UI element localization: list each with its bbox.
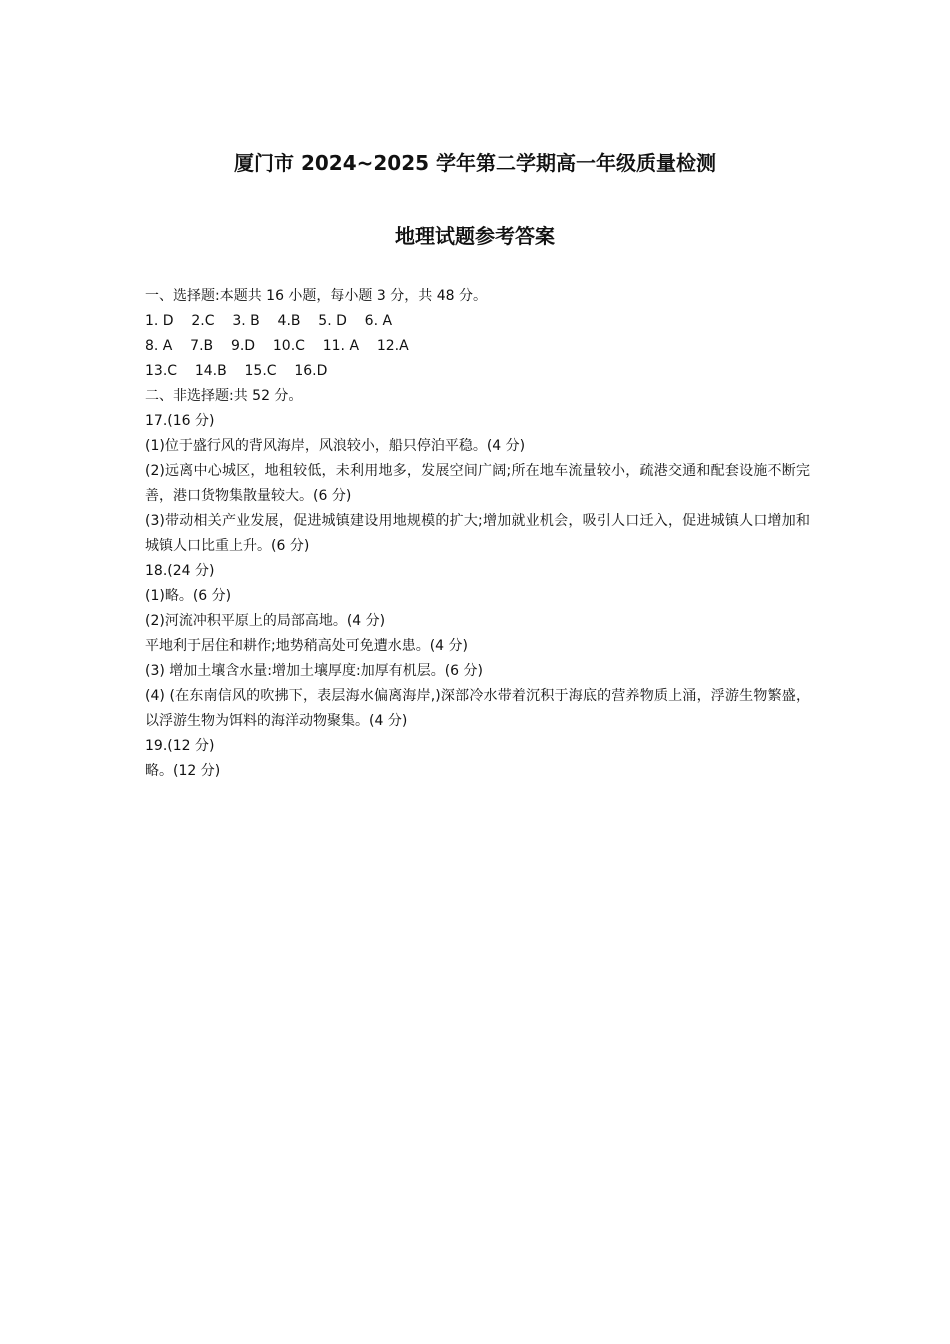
question-18-answer-2: (2)河流冲积平原上的局部高地。(4 分) (145, 613, 386, 629)
answer-content (145, 284, 810, 784)
question-18-answer-2-continued: 平地利于居住和耕作;地势稍高处可免遭水患。(4 分) (145, 638, 468, 654)
page-title: 厦门市 2024~2025 学年第二学期高一年级质量检测 (233, 151, 716, 175)
section-1-heading: 一、选择题:本题共 16 小题，每小题 3 分，共 48 分。 (145, 288, 487, 304)
question-17-answer-2: (2)远离中心城区，地租较低，未利用地多，发展空间广阔;所在地车流量较小，疏港交通和配套设施不断完善，港口货物集散量较大。(6 分) (145, 463, 810, 504)
choice-answers-row-3: 13.C 14.B 15.C 16.D (145, 363, 328, 379)
question-18-label: 18.(24 分) (145, 563, 215, 579)
question-19-label: 19.(12 分) (145, 738, 215, 754)
question-19-answer: 略。(12 分) (145, 763, 221, 779)
choice-answers-row-2: 8. A 7.B 9.D 10.C 11. A 12.A (145, 338, 409, 354)
question-17-label: 17.(16 分) (145, 413, 215, 429)
section-2-heading: 二、非选择题:共 52 分。 (145, 388, 303, 404)
question-18-answer-4: (4) (在东南信风的吹拂下，表层海水偏离海岸,)深部冷水带着沉积于海底的营养物质上涌，浮游生物繁盛，以浮游生物为饵料的海洋动物聚集。(4 分) (145, 688, 810, 729)
choice-answers-row-1: 1. D 2.C 3. B 4.B 5. D 6. A (145, 313, 393, 329)
question-18-answer-1: (1)略。(6 分) (145, 588, 232, 604)
question-18-answer-3: (3) 增加土壤含水量:增加土壤厚度:加厚有机层。(6 分) (145, 663, 483, 679)
question-17-answer-3: (3)带动相关产业发展，促进城镇建设用地规模的扩大;增加就业机会，吸引人口迁入，促进城镇人口增加和城镇人口比重上升。(6 分) (145, 513, 810, 554)
page-subtitle: 地理试题参考答案 (395, 224, 555, 248)
question-17-answer-1: (1)位于盛行风的背风海岸，风浪较小，船只停泊平稳。(4 分) (145, 438, 526, 454)
